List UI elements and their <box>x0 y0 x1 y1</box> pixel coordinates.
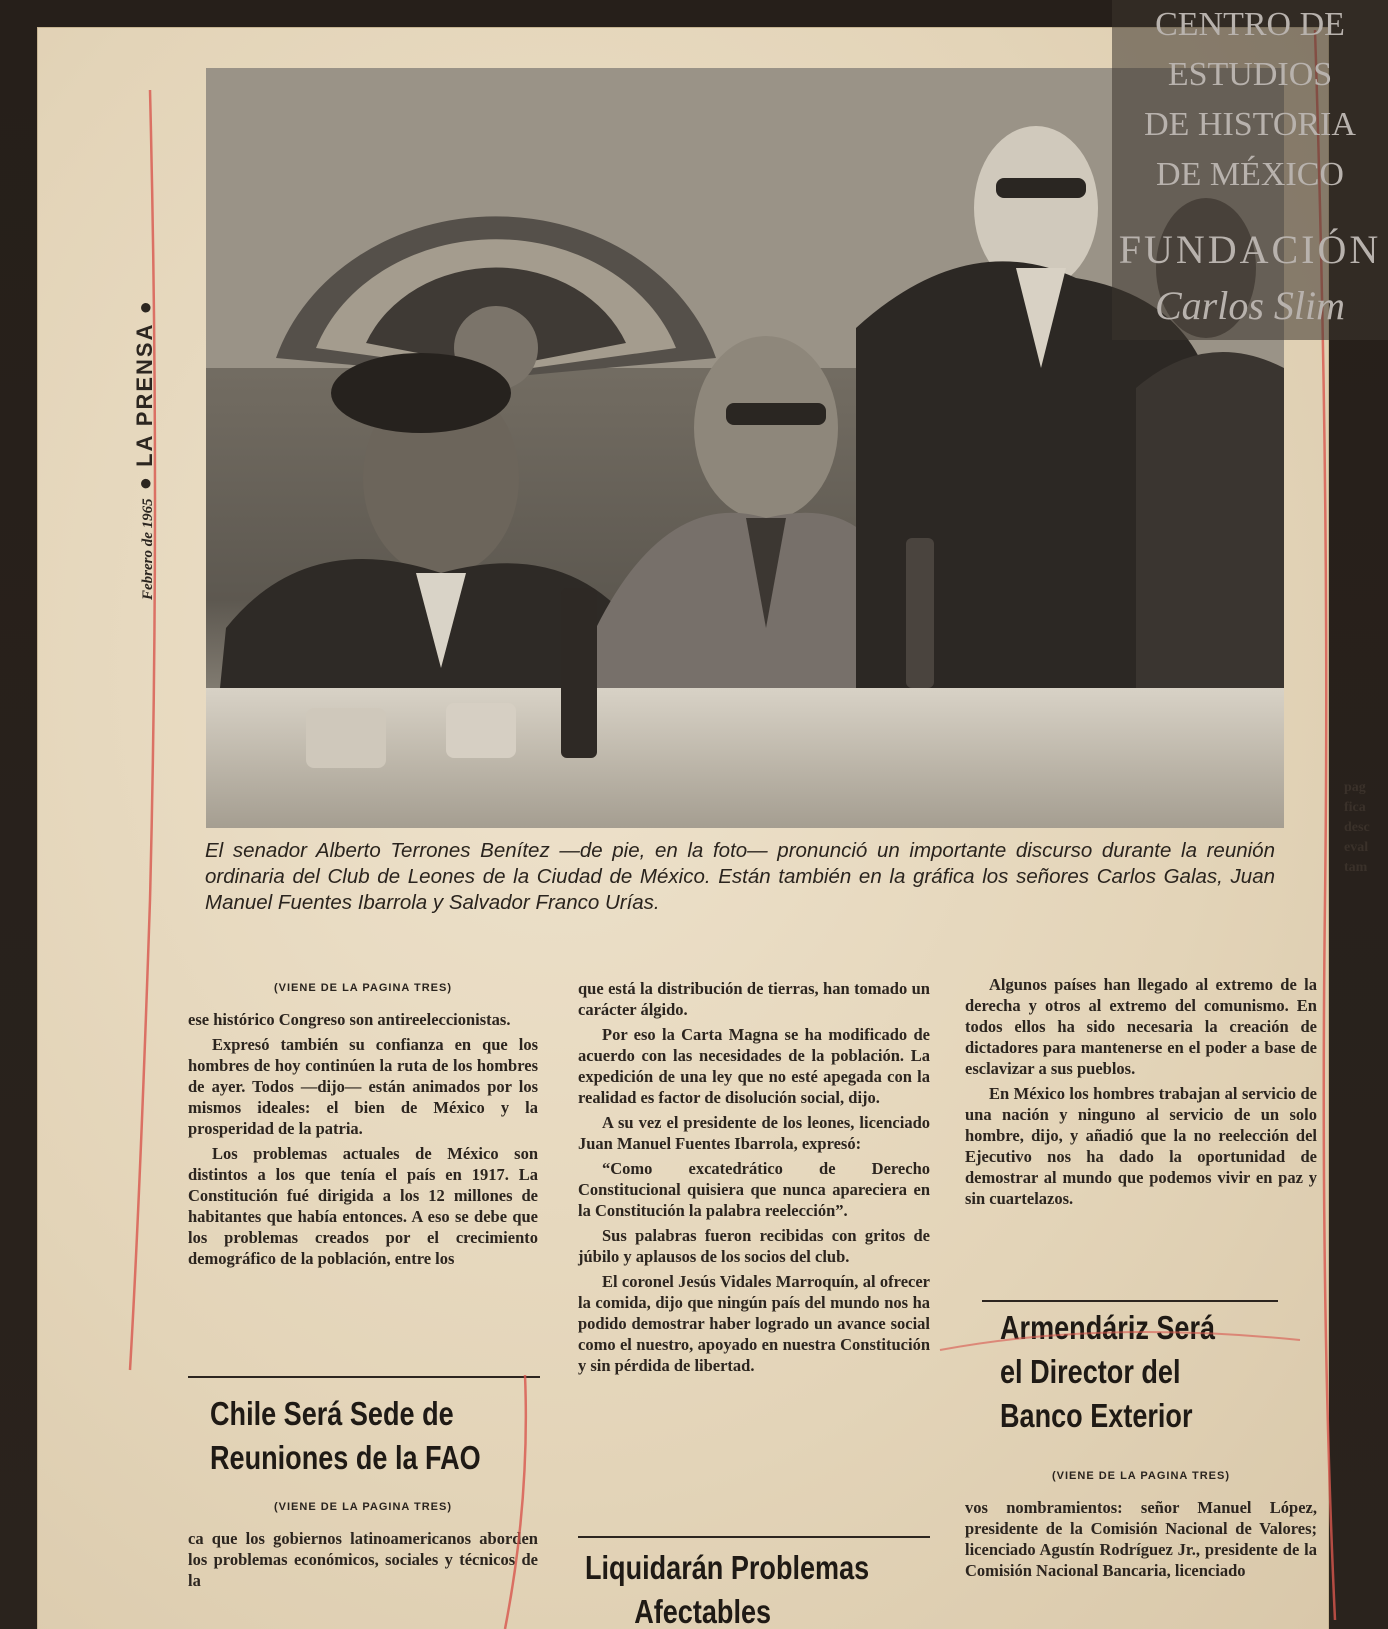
continued-from-label: (VIENE DE LA PAGINA TRES) <box>274 1501 452 1513</box>
continued-from-label: (VIENE DE LA PAGINA TRES) <box>1052 1470 1230 1482</box>
paragraph: “Como excatedrático de Derecho Constitucional quisiera que nunca apareciera en la Constitución la palabra reelección”. <box>578 1159 930 1220</box>
headline-line: el Director del <box>1000 1353 1181 1390</box>
headline-line: Chile Será Sede de <box>210 1395 454 1432</box>
paragraph: Sus palabras fueron recibidas con gritos de júbilo y aplausos de los socios del club. <box>578 1226 930 1266</box>
watermark-line: CENTRO DE <box>1155 6 1345 43</box>
paragraph: Expresó también su confianza en que los hombres de hoy continúen la ruta de los hombres de ayer. Todos —dijo— están animados por los mismos ideales: el bien de México y la prosperidad de la patria. <box>188 1035 538 1138</box>
fragment-text: fica <box>1344 800 1366 815</box>
column-3 <box>965 974 1317 1213</box>
fragment-text: desc <box>1344 820 1370 835</box>
watermark-line: FUNDACIÓN <box>1118 227 1382 272</box>
watermark-line: DE HISTORIA <box>1144 106 1356 143</box>
vertical-masthead: Febrero de 1965 ● LA PRENSA ● <box>132 299 157 600</box>
column-rule <box>578 1536 930 1538</box>
paragraph: que está la distribución de tierras, han tomado un carácter álgido. <box>578 979 930 1019</box>
paragraph: El coronel Jesús Vidales Marroquín, al ofrecer la comida, dijo que ningún país del mundo nos ha podido demostrar haber logrado un avance social como el nuestro, apoyado en nuestra Constitución y sin pérdida de libertad. <box>578 1272 930 1375</box>
bottle <box>561 588 597 758</box>
column-2 <box>578 978 930 1380</box>
paragraph: vos nombramientos: señor Manuel López, presidente de la Comisión Nacional de Valores; licenciado Agustín Rodríguez Jr., presidente de la Comisión Nacional Bancaria, licenciado <box>965 1498 1317 1580</box>
headline-liquidaran <box>585 1546 930 1629</box>
paragraph: ese histórico Congreso son antireeleccionistas. <box>188 1010 511 1029</box>
glass <box>306 708 386 768</box>
article-fao-body <box>188 1497 538 1595</box>
headline-line: Armendáriz Será <box>1000 1309 1216 1346</box>
column-1 <box>188 978 538 1273</box>
headline-line: Afectables <box>634 1593 772 1629</box>
continued-from-label: (VIENE DE LA PAGINA TRES) <box>274 982 452 994</box>
watermark-line: ESTUDIOS <box>1167 56 1333 93</box>
headline-line: Liquidarán Problemas <box>585 1549 870 1586</box>
headline-banco <box>1000 1306 1320 1438</box>
headline-line: Banco Exterior <box>1000 1397 1193 1434</box>
fragment-text: pag <box>1344 780 1366 795</box>
watermark-line: DE MÉXICO <box>1156 156 1344 193</box>
bottle <box>906 538 934 688</box>
paragraph: ca que los gobiernos latinoamericanos aborden los problemas económicos, sociales y técnicos de la <box>188 1529 538 1590</box>
ornamental-rule <box>982 1300 1278 1302</box>
fragment-text: eval <box>1344 840 1369 855</box>
watermark-signature: Carlos Slim <box>1154 283 1346 328</box>
fragment-text: tam <box>1344 860 1368 875</box>
paragraph: Los problemas actuales de México son distintos a los que tenía el país en 1917. La Constitución fué dirigida a los 12 millones de habitantes que había entonces. A eso se debe que los problemas creados por el crecimiento demográfico de la población, entre los <box>188 1144 538 1268</box>
paragraph: Algunos países han llegado al extremo de la derecha y otros al extremo del comunismo. En todos ellos ha sido necesaria la creación de dictadores para mantenerse en el poder a base de esclavizar a sus pueblos. <box>965 975 1317 1078</box>
paragraph: A su vez el presidente de los leones, licenciado Juan Manuel Fuentes Ibarrola, expresó: <box>578 1113 930 1153</box>
column-rule <box>188 1376 540 1378</box>
paragraph: En México los hombres trabajan al servicio de una nación y ninguno al servicio de un solo hombre, dijo, y añadió que la no reelección del Ejecutivo nos ha dado la oportunidad de demostrar al mundo que podemos vivir en paz y sin cuartelazos. <box>965 1084 1317 1208</box>
paragraph: Por eso la Carta Magna se ha modificado de acuerdo con las necesidades de la población. La expedición de una ley que no esté apegada con la realidad es factor de disolución social, dijo. <box>578 1025 930 1107</box>
adjacent-column-fragment <box>1340 100 1388 1629</box>
photo-caption: El senador Alberto Terrones Benítez —de pie, en la foto— pronunció un importante discurso durante la reunión ordinaria del Club de Leones de la Ciudad de México. Están también en la gráfica los señores Carlos Galas, Juan Manuel Fuentes Ibarrola y Salvador Franco Urías. <box>205 839 1275 914</box>
glass <box>446 703 516 758</box>
masthead-paper: LA PRENSA <box>132 322 157 467</box>
headline-fao <box>210 1392 540 1480</box>
headline-line: Reuniones de la FAO <box>210 1439 481 1476</box>
article-banco-body <box>965 1466 1317 1585</box>
masthead-date: Febrero de 1965 <box>140 498 156 600</box>
